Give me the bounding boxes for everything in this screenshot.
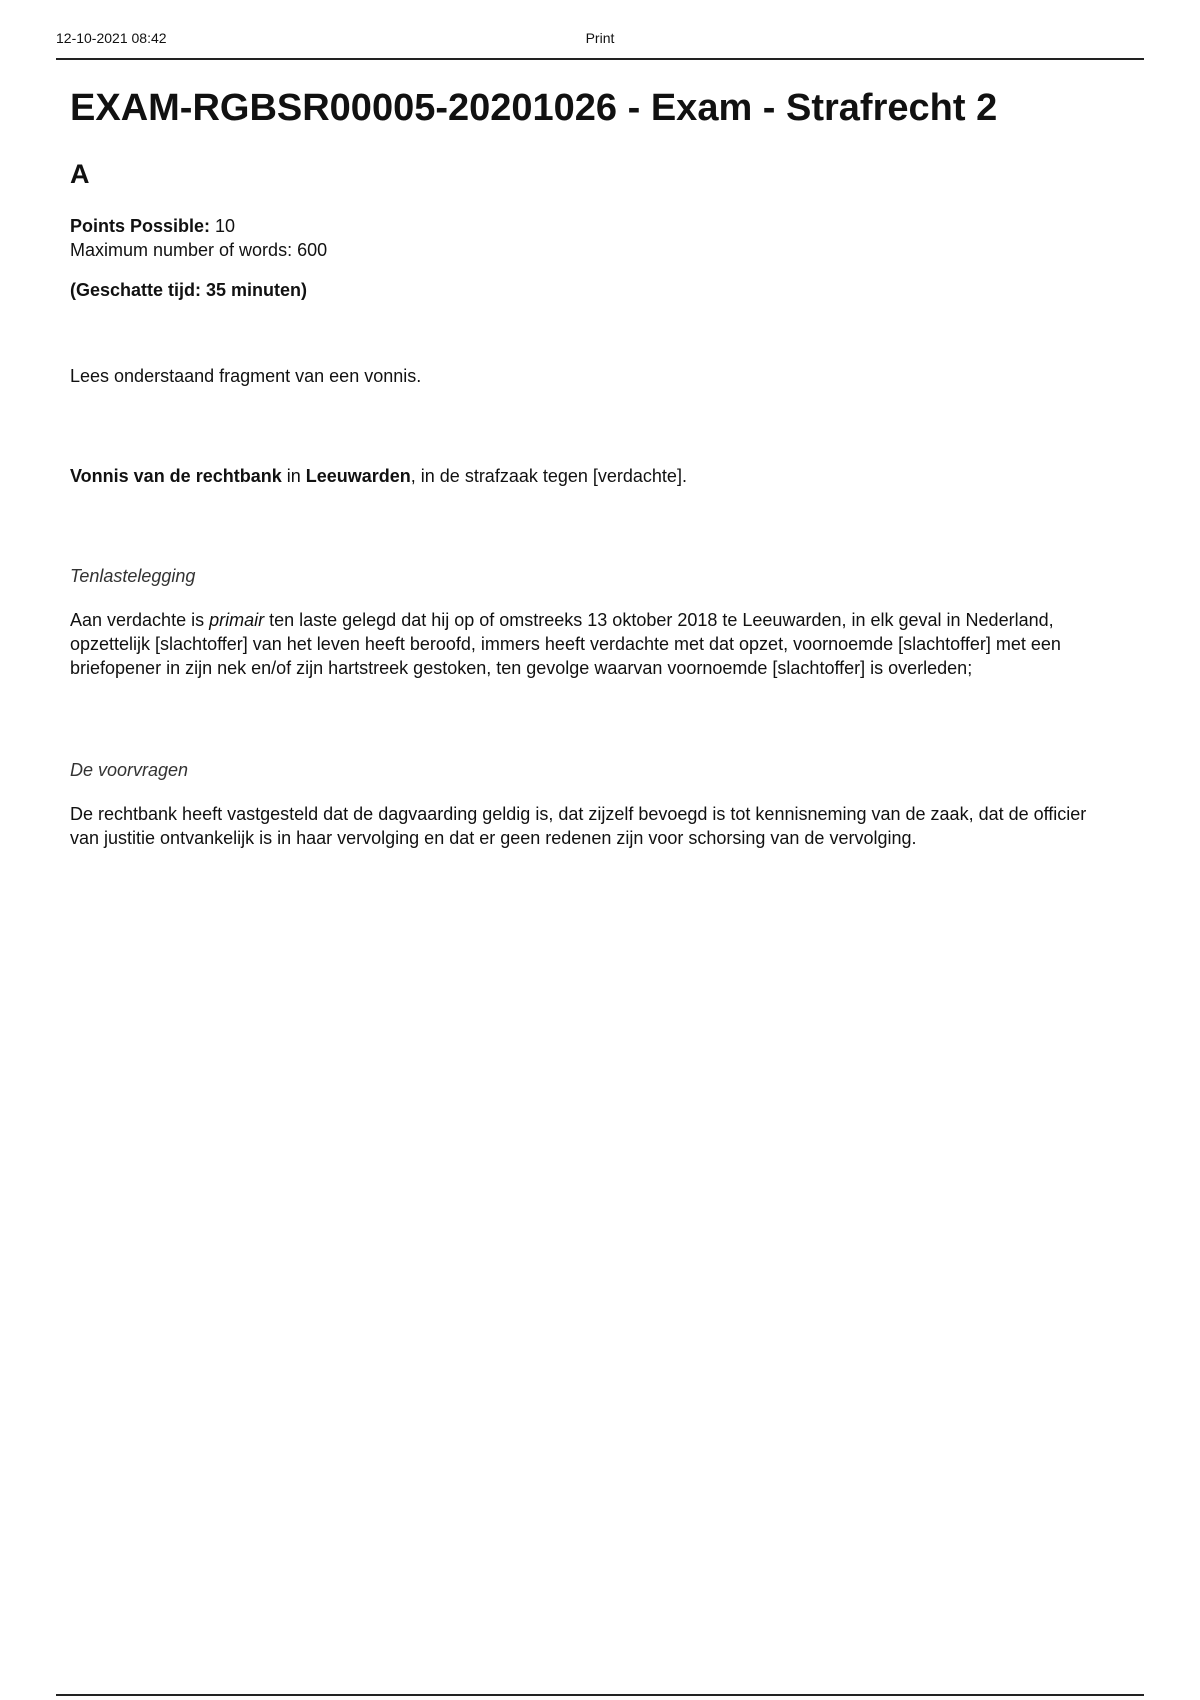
- verdict-heading: [70, 464, 1130, 488]
- section-body-tenlastelegging: [70, 608, 1120, 680]
- verdict-court: Vonnis van de rechtbank: [70, 466, 282, 486]
- question-intro: Lees onderstaand fragment van een vonnis.: [70, 366, 422, 386]
- points-possible: [70, 214, 1130, 238]
- points-value: 10: [215, 216, 236, 236]
- charge-text-start: Aan verdachte is: [70, 610, 210, 630]
- footer-divider: [56, 1694, 1144, 1696]
- verdict-city: Leeuwarden: [305, 466, 411, 486]
- exam-question-content: [70, 84, 1130, 850]
- estimated-time: (Geschatte tijd: 35 minuten): [70, 280, 308, 300]
- section-title-voorvragen: De voorvragen: [70, 760, 189, 780]
- max-words: Maximum number of words: 600: [70, 240, 328, 260]
- exam-title: EXAM-RGBSR00005-20201026 - Exam - Strafrecht 2: [70, 87, 998, 129]
- points-label: Points Possible:: [70, 216, 211, 236]
- verdict-case: , in de strafzaak tegen [verdachte].: [410, 466, 687, 486]
- section-title-tenlastelegging: Tenlastelegging: [70, 566, 196, 586]
- section-body-voorvragen: De rechtbank heeft vastgesteld dat de dagvaarding geldig is, dat zijzelf bevoegd is tot kennisneming van de zaak, dat de officier van justitie ontvankelijk is in haar vervolging en dat er geen redenen zijn voor schorsing van de vervolging.: [70, 804, 1087, 848]
- charge-emphasis: primair: [209, 610, 265, 630]
- print-header: [56, 28, 1144, 60]
- print-label: Print: [585, 30, 615, 46]
- charge-text-rest: ten laste gelegd dat hij op of omstreeks 13 oktober 2018 te Leeuwarden, in elk geval in Nederland, opzettelijk [slachtoffer] van het leven heeft beroofd, immers heeft verdachte met dat opzet, voornoemde [slachtoffer] met een briefopener in zijn nek en/of zijn hartstreek gestoken, ten gevolge waarvan voornoemde [slachtoffer] is overleden;: [70, 610, 1061, 678]
- verdict-connector: in: [281, 466, 306, 486]
- question-label: A: [70, 159, 90, 189]
- question-meta: [70, 214, 1130, 262]
- print-datetime: 12-10-2021 08:42: [56, 30, 167, 46]
